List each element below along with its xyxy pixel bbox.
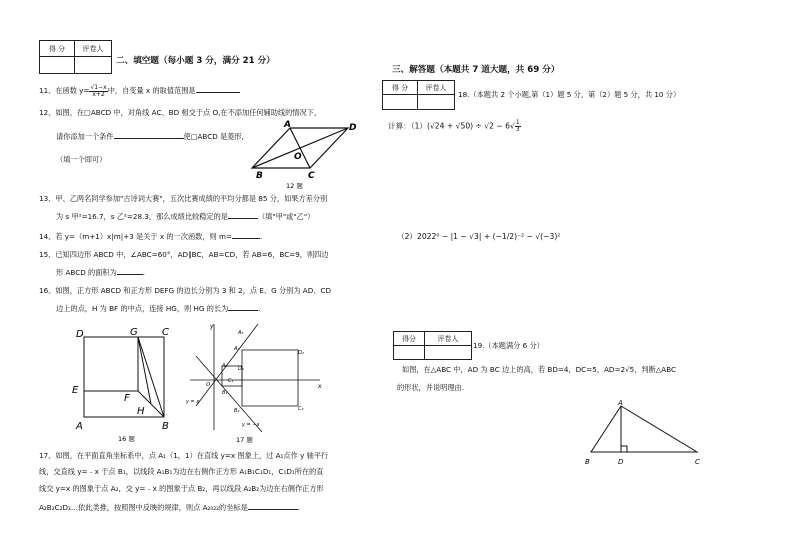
answer-blank[interactable]: [196, 84, 240, 93]
label-origin: O: [206, 382, 211, 388]
q18-p1-expression: (√24 + √50) ÷ √2 − 6√: [427, 121, 515, 131]
label-a: A: [618, 399, 623, 407]
label-c2: C₂: [298, 406, 304, 412]
label-d1: D₁: [238, 366, 244, 372]
question-11: [39, 84, 240, 98]
q18-p1-denominator: 3: [515, 126, 520, 133]
label-b: B: [585, 458, 590, 466]
score-cell: [394, 346, 425, 360]
score-cell: [40, 57, 75, 74]
q13-text-a: 为 s 甲²=16.7，s 乙²=28.3，那么成绩比较稳定的是: [56, 212, 228, 221]
answer-blank[interactable]: [114, 130, 184, 139]
grader-cell: [75, 57, 112, 74]
q13-text-b: （填"甲"或"乙"）: [257, 212, 315, 221]
square-defg: [84, 337, 138, 391]
q18-p1-fraction: [515, 120, 521, 133]
question-12-line3: （填一个即可）: [56, 155, 107, 164]
figure-19: [583, 396, 708, 468]
label-b1: B₁: [222, 390, 228, 396]
q17-text-a: A₂B₂C₂D₂…依此类推，按照图中反映的规律，则点 A₂₀₂₂的坐标是: [39, 503, 248, 512]
question-13-line1: 13、甲、乙两名同学参加"古诗词大赛"，五次比赛成绩的平均分都是 85 分，如果方差分别: [39, 194, 328, 203]
question-19-header: 19.（本题满分 6 分）: [473, 341, 544, 350]
label-c1: C₁: [228, 378, 234, 384]
label-line-ymx: y = −x: [242, 422, 260, 428]
question-15-line2: [56, 266, 145, 278]
label-d: D: [349, 123, 357, 133]
question-18-header: 18.（本题共 2 个小题,第（1）题 5 分，第（2）题 5 分，共 10 分）: [458, 90, 681, 99]
label-x-axis: x: [318, 383, 322, 390]
label-a: A: [76, 421, 83, 432]
question-14: [39, 230, 262, 242]
caption-17: 17 题: [236, 436, 253, 444]
answer-blank[interactable]: [228, 302, 261, 313]
q18-p2-expression: 2022⁰ − |1 − √3| + (−1/2)⁻² − √(−3)²: [417, 232, 561, 241]
line-y-eq-neg-x: [196, 356, 262, 432]
question-19-line1: 如图，在△ABC 中，AD 为 BC 边上的高，若 BD=4，DC=5，AD=2√5，判断△ABC: [402, 365, 677, 374]
caption-16: 16 题: [118, 435, 135, 443]
q11-numerator: √1−x: [90, 83, 107, 91]
q11-text-a: 11、在函数 y=: [39, 86, 90, 95]
figure-12: [250, 120, 360, 190]
label-c: C: [695, 458, 700, 466]
label-a1: A₁: [222, 363, 228, 369]
q11-text-b: 中，自变量 x 的取值范围是: [107, 86, 196, 95]
answer-blank[interactable]: [248, 501, 301, 512]
label-c: C: [162, 327, 169, 338]
label-a2: A₂: [234, 346, 240, 352]
score-box-right: [382, 80, 455, 110]
label-a: A: [284, 120, 291, 130]
question-19-line2: 的形状，并说明理由.: [397, 383, 464, 392]
question-16-line1: 16、如图，正方形 ABCD 和正方形 DEFG 的边长分别为 3 和 2，点 E、G 分别为 AD、CD: [39, 286, 331, 295]
answer-blank[interactable]: [232, 230, 263, 241]
label-a3: A₃: [238, 330, 244, 336]
question-13-line2: [56, 210, 314, 222]
question-15-line1: 15、已知四边形 ABCD 中，∠ABC=60°，AD∥BC，AB=CD，若 AB=6，BC=9，则四边: [39, 250, 329, 259]
square-2: [242, 350, 298, 406]
section-title-fill-in: 二、填空题（每小题 3 分，满分 21 分）: [116, 56, 275, 66]
q15-text-a: 形 ABCD 的面积为: [56, 268, 117, 277]
question-16-line2: [56, 302, 261, 314]
answer-blank[interactable]: [228, 210, 258, 219]
q18-p2-label: （2）: [397, 232, 418, 241]
grader-label: 评卷人: [418, 81, 455, 95]
score-label: 得分: [394, 332, 425, 346]
grader-label: 评卷人: [75, 41, 112, 57]
triangle-abc: [591, 406, 697, 452]
question-18-part1: [388, 120, 521, 133]
question-12-line2: [56, 130, 244, 142]
right-angle-mark: [621, 446, 627, 452]
grader-cell: [425, 346, 472, 360]
q12-text-b: 使□ABCD 是菱形,: [183, 132, 244, 141]
score-label: 得 分: [383, 81, 418, 95]
q14-text-b: .: [260, 232, 263, 241]
label-b: B: [162, 421, 169, 432]
figure-16: [70, 323, 180, 443]
answer-blank[interactable]: [117, 266, 146, 277]
score-box-q19: [393, 331, 472, 360]
q17-text-b: .: [297, 503, 301, 512]
label-o: O: [294, 152, 302, 162]
figure-17: [180, 320, 330, 445]
segment-gb: [138, 337, 164, 417]
label-h: H: [137, 406, 145, 417]
q16-text-a: 边上的点，H 为 BF 的中点，连接 HG，则 HG 的长为: [56, 304, 229, 313]
diagonal-bd: [252, 128, 348, 168]
label-y-axis: y: [210, 323, 214, 330]
label-d: D: [618, 458, 624, 466]
q18-p1-label: 计算：（1）: [388, 121, 427, 131]
q11-fraction: [89, 85, 107, 98]
label-f: F: [124, 393, 130, 404]
question-18-part2: [397, 232, 560, 242]
q11-denominator: x+2: [92, 90, 105, 98]
label-e: E: [72, 385, 79, 396]
score-label: 得 分: [40, 41, 75, 57]
label-line-yx: y = x: [186, 399, 200, 405]
grader-label: 评卷人: [425, 332, 472, 346]
label-d2: D₂: [298, 350, 304, 356]
score-cell: [383, 95, 418, 110]
question-17-line1: 17、如图，在平面直角坐标系中，点 A₁（1，1）在直线 y=x 图象上，过 A₁点作 y 轴平行: [39, 451, 329, 460]
score-box-left: [39, 40, 112, 74]
label-b2: B₂: [234, 408, 240, 414]
question-17-line2: 线，交直线 y=﹣x 于点 B₁，以线段 A₁B₁为边在右侧作正方形 A₁B₁C₁D₁，C₁D₁所在的直: [39, 467, 324, 476]
label-b: B: [256, 171, 263, 181]
label-c: C: [308, 171, 315, 181]
section-title-solutions: 三、解答题（本题共 7 道大题，共 69 分）: [392, 65, 560, 75]
question-12-line1: 12、如图，在□ABCD 中，对角线 AC、BD 相交于点 O,在不添加任何辅助线的情况下，: [39, 108, 322, 117]
q12-text-a: 请你添加一个条件: [56, 132, 114, 141]
question-17-line3: 线交 y=x 的图象于点 A₂，交 y=﹣x 的图象于点 B₂，再以线段 A₂B₂为边在右侧作正方形: [39, 484, 324, 493]
q15-text-b: .: [142, 268, 146, 277]
q14-text-a: 14、若 y=（m+1）x|m|+3 是关于 x 的一次函数，则 m=: [39, 232, 233, 241]
question-17-line4: [39, 501, 300, 513]
grader-cell: [418, 95, 455, 110]
label-d: D: [76, 329, 84, 340]
q18-p1-numerator: 1: [515, 119, 520, 126]
caption-12: 12 题: [286, 182, 303, 190]
q16-text-b: .: [258, 304, 261, 313]
label-g: G: [130, 327, 138, 338]
